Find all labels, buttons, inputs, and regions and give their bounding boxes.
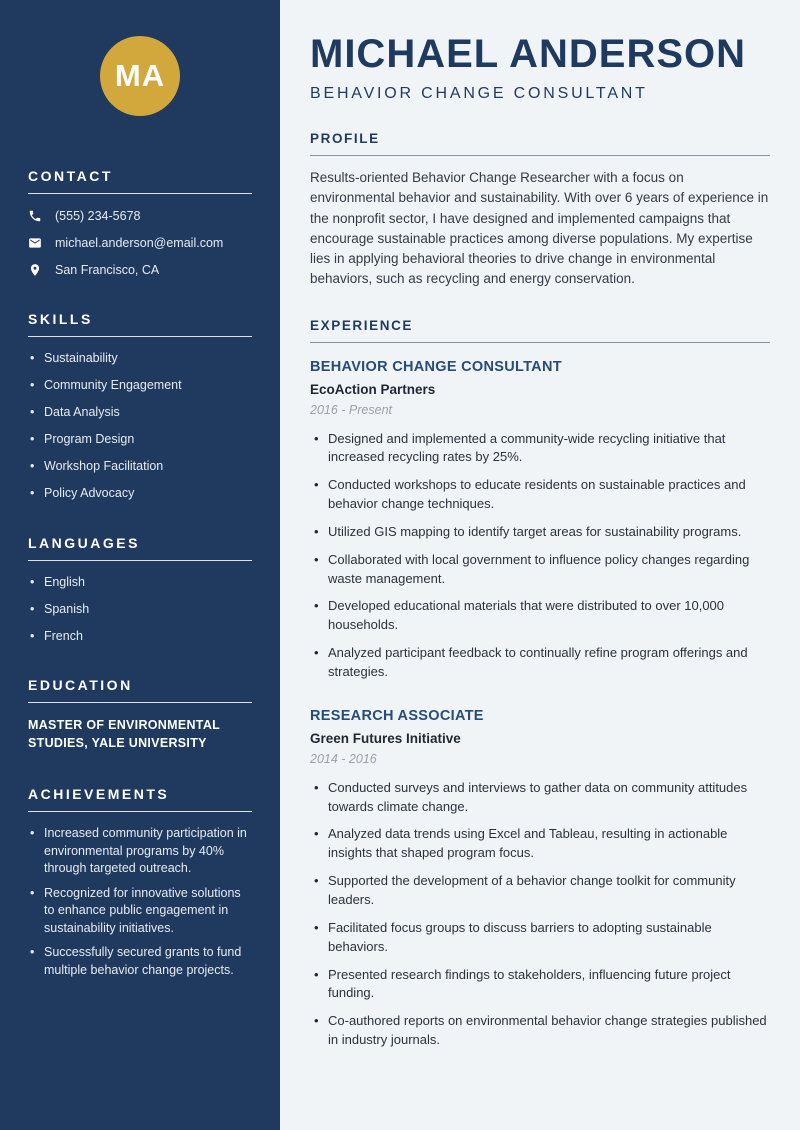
job-bullet: • Designed and implemented a community-wide recycling initiative that increased recycling rates by 25%. — [310, 430, 770, 468]
education-divider — [28, 702, 252, 703]
job-dates: 2016 - Present — [310, 402, 392, 417]
achievements-section — [28, 786, 252, 979]
job-bullet: • Conducted surveys and interviews to gather data on community attitudes towards climate change. — [310, 779, 770, 817]
job-title: RESEARCH ASSOCIATE — [310, 707, 484, 724]
resume-main — [280, 0, 800, 1130]
skills-section — [28, 311, 252, 503]
education-section — [28, 677, 252, 752]
skills-divider — [28, 336, 252, 337]
job-bullet-list — [310, 779, 770, 1050]
language-item: • French — [28, 628, 252, 646]
person-title: BEHAVIOR CHANGE CONSULTANT — [310, 85, 648, 102]
languages-list — [28, 574, 252, 646]
avatar-initials: MA — [114, 58, 166, 93]
job-bullet: • Utilized GIS mapping to identify target areas for sustainability programs. — [310, 523, 770, 542]
job-bullet: • Conducted workshops to educate residents on sustainable practices and behavior change techniques. — [310, 476, 770, 514]
job-bullet: • Analyzed participant feedback to continually refine program offerings and strategies. — [310, 644, 770, 682]
experience-job-1 — [310, 359, 770, 682]
contact-heading: CONTACT — [28, 168, 113, 184]
skill-item: • Policy Advocacy — [28, 485, 252, 503]
contact-row-location — [28, 263, 252, 277]
contact-divider — [28, 193, 252, 194]
skill-item: • Data Analysis — [28, 404, 252, 422]
contact-list — [28, 209, 252, 277]
language-item: • Spanish — [28, 601, 252, 619]
email-icon — [28, 236, 42, 250]
achievement-item: • Successfully secured grants to fund multiple behavior change projects. — [28, 944, 252, 979]
phone-icon — [28, 209, 42, 223]
skill-item: • Program Design — [28, 431, 252, 449]
job-bullet: • Facilitated focus groups to discuss barriers to adopting sustainable behaviors. — [310, 919, 770, 957]
achievements-list — [28, 825, 252, 979]
job-company: Green Futures Initiative — [310, 730, 461, 746]
job-bullet: • Developed educational materials that were distributed to over 10,000 households. — [310, 597, 770, 635]
languages-section — [28, 535, 252, 646]
achievements-heading: ACHIEVEMENTS — [28, 786, 170, 803]
experience-divider — [310, 342, 770, 343]
skill-item: • Sustainability — [28, 350, 252, 368]
experience-heading: EXPERIENCE — [310, 317, 414, 333]
location-icon — [28, 263, 42, 277]
job-title: BEHAVIOR CHANGE CONSULTANT — [310, 358, 562, 375]
profile-section — [310, 131, 770, 290]
profile-text: Results-oriented Behavior Change Researcher with a focus on environmental behavior and sustainability. With over 6 years of experience in the nonprofit sector, I have designed and implemented campaigns that encourage sustainable practices among diverse populations. My expertise lies in applying behavioral theories to drive change in environmental behaviors, such as recycling and energy conservation. — [310, 170, 769, 287]
contact-phone: (555) 234-5678 — [55, 209, 141, 223]
job-bullet: • Analyzed data trends using Excel and Tableau, resulting in actionable insights that shaped program focus. — [310, 825, 770, 863]
experience-section — [310, 318, 770, 1050]
contact-row-email — [28, 236, 252, 250]
job-bullet-list — [310, 430, 770, 682]
job-dates: 2014 - 2016 — [310, 751, 377, 766]
contact-location: San Francisco, CA — [55, 263, 160, 277]
job-bullet: • Presented research findings to stakeholders, influencing future project funding. — [310, 966, 770, 1004]
job-bullet: • Collaborated with local government to influence policy changes regarding waste management. — [310, 551, 770, 589]
education-degree: MASTER OF ENVIRONMENTAL STUDIES, YALE UNIVERSITY — [28, 718, 220, 751]
language-item: • English — [28, 574, 252, 592]
skills-heading: SKILLS — [28, 311, 93, 327]
profile-divider — [310, 155, 770, 156]
languages-heading: LANGUAGES — [28, 534, 140, 551]
skills-list — [28, 350, 252, 503]
job-company: EcoAction Partners — [310, 381, 436, 397]
contact-row-phone — [28, 209, 252, 223]
achievements-divider — [28, 811, 252, 812]
avatar — [100, 36, 180, 116]
skill-item: • Community Engagement — [28, 377, 252, 395]
education-heading: EDUCATION — [28, 677, 133, 693]
achievement-item: • Increased community participation in environmental programs by 40% through targeted outreach. — [28, 825, 252, 878]
contact-email: michael.anderson@email.com — [55, 236, 224, 250]
sidebar — [0, 0, 280, 1130]
achievement-item: • Recognized for innovative solutions to enhance public engagement in sustainability initiatives. — [28, 885, 252, 938]
person-name: MICHAEL ANDERSON — [310, 32, 747, 76]
contact-section — [28, 168, 252, 277]
job-bullet: • Co-authored reports on environmental behavior change strategies published in industry journals. — [310, 1012, 770, 1050]
job-bullet: • Supported the development of a behavior change toolkit for community leaders. — [310, 872, 770, 910]
languages-divider — [28, 560, 252, 561]
profile-heading: PROFILE — [310, 131, 380, 146]
experience-job-2 — [310, 708, 770, 1050]
skill-item: • Workshop Facilitation — [28, 458, 252, 476]
